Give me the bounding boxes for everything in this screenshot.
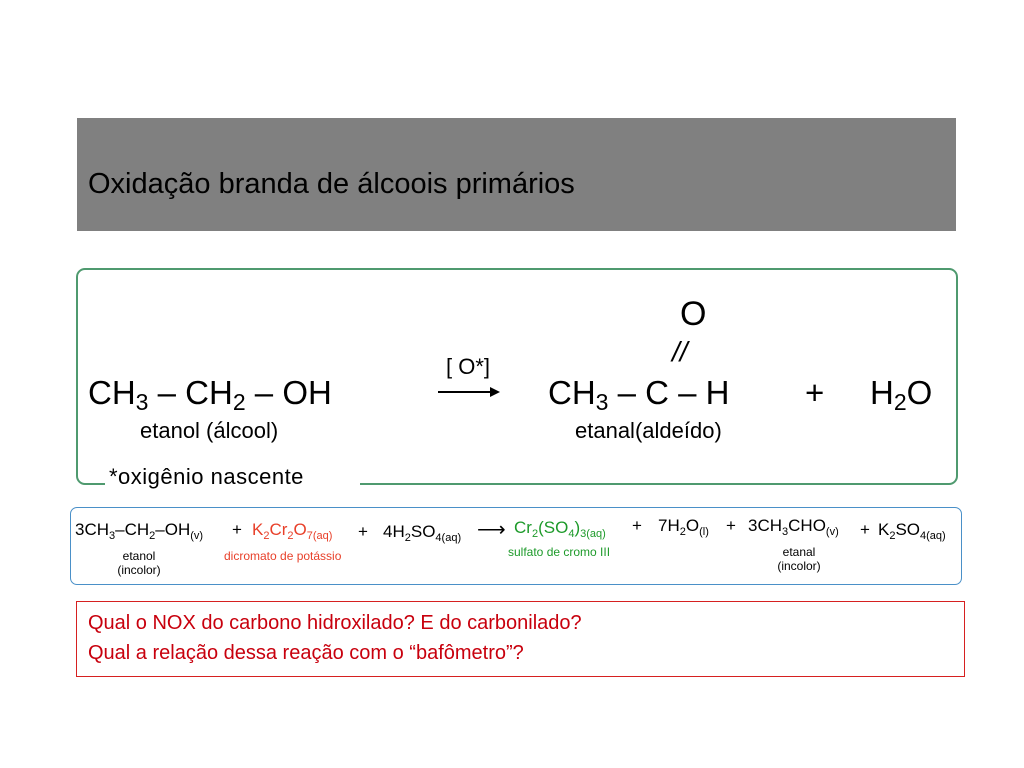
eq-dichromate: $K_2Cr_2O_{7(aq)}$	[252, 520, 333, 542]
question-nox: Qual o NOX do carbono hidroxilado? E do carbonilado?	[88, 612, 582, 634]
product-water: $H_2O$	[870, 374, 933, 415]
carbonyl-oxygen: O	[680, 295, 707, 333]
double-bond: //	[672, 336, 688, 367]
eq-water: $7H_2O_{(l)}$	[658, 516, 709, 538]
plus-sign: +	[805, 374, 825, 411]
eq-plus-4: +	[726, 516, 736, 535]
product-ethanal: $CH_3$ – C – H	[548, 374, 730, 415]
footnote-oxigenio-nascente: *oxigênio nascente	[109, 464, 304, 489]
eq-ethanal: $3CH_3CHO_{(v)}$	[748, 516, 839, 538]
eq-plus-5: +	[860, 520, 870, 539]
question-bafometro: Qual a relação dessa reação com o “bafômetro”?	[88, 642, 524, 664]
label-dicromato: dicromato de potássio	[224, 549, 342, 563]
eq-plus-3: +	[632, 516, 642, 535]
slide-title: Oxidação branda de álcoois primários	[88, 168, 575, 200]
reactant-ethanol: $CH_3 - CH_2$ – OH	[88, 374, 332, 415]
eq-potassium-sulfate: $K_2SO_{4(aq)}$	[878, 520, 946, 542]
eq-sulfuric-acid: $4H_2SO_{4(aq)}$	[383, 522, 462, 544]
eq-chromium-sulfate: $Cr_2(SO_4)_{3(aq)}$	[514, 518, 606, 540]
eq-plus-1: +	[232, 520, 242, 539]
eq-ethanol: $3CH_3-CH_2-OH_{(v)}$	[75, 520, 204, 542]
label-sulfato: sulfato de cromo III	[508, 545, 611, 559]
label-etanal: etanal (incolor)	[777, 545, 821, 573]
oxidant-label: [ O*]	[446, 354, 491, 379]
eq-plus-2: +	[358, 522, 368, 541]
reaction-arrow-icon	[436, 384, 502, 400]
label-etanol: etanol (incolor)	[117, 549, 161, 577]
eq-arrow-icon: ⟶	[477, 519, 506, 541]
label-etanal-aldeido: etanal(aldeído)	[575, 418, 722, 443]
label-etanol-alcool: etanol (álcool)	[140, 418, 279, 443]
